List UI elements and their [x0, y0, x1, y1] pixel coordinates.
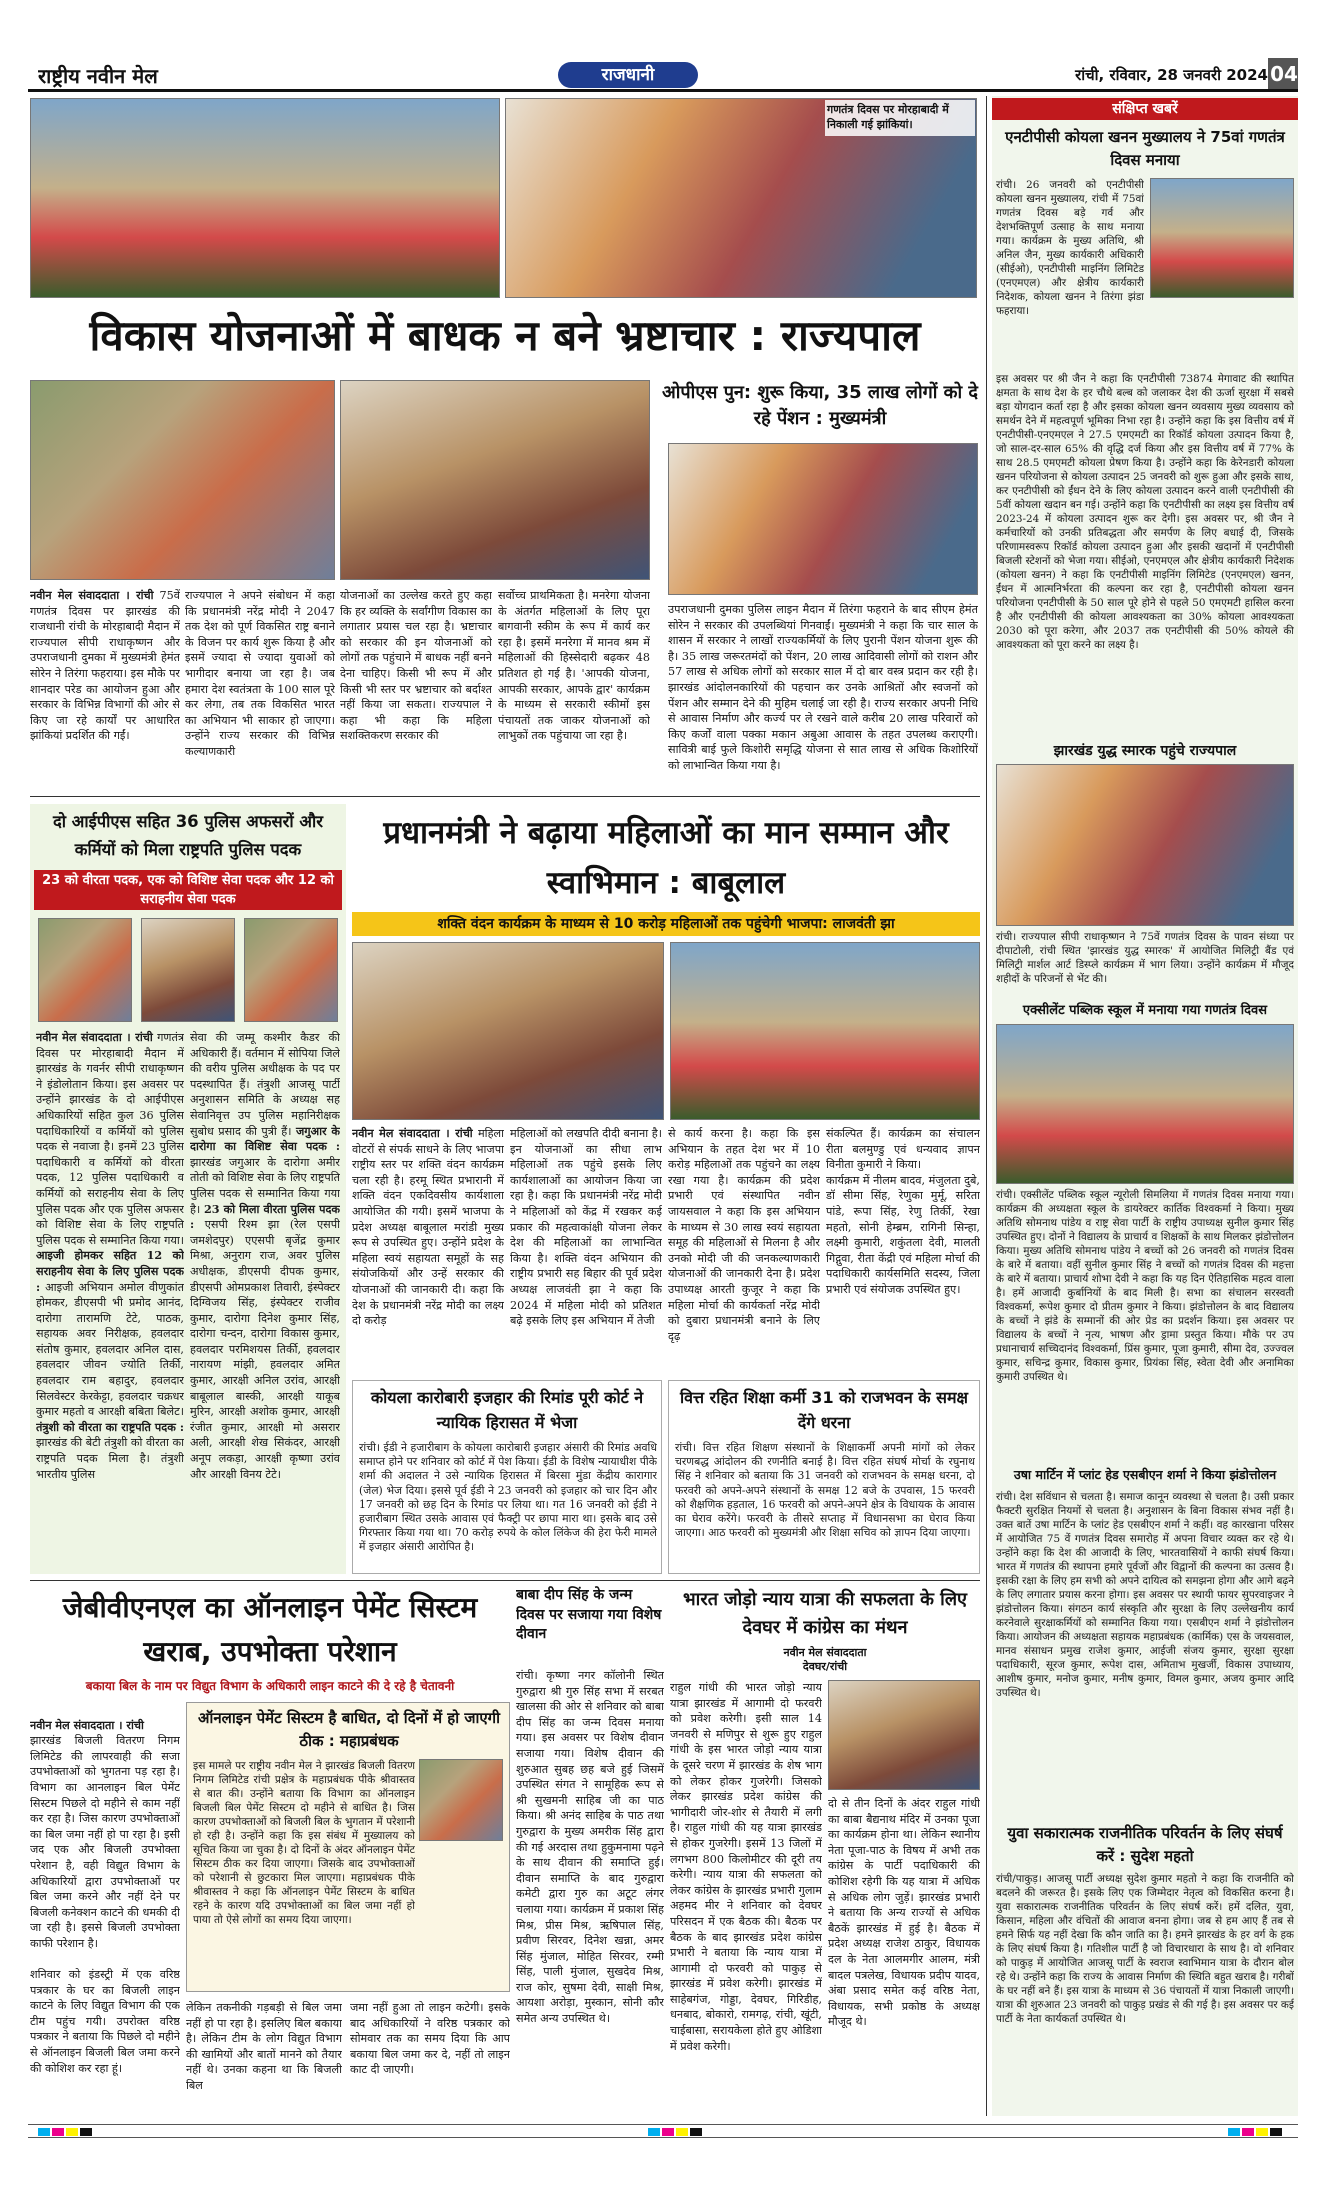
- jbvnl-headline: जेबीवीएनएल का ऑनलाइन पेमेंट सिस्टम खराब, उपभोक्ता परेशान: [62, 1591, 478, 1668]
- pm-col2: महिलाओं को लखपति दीदी बनाना है। इन योजनाओं का सीधा लाभ महिलाओं तक पहुंचे इसके लिए कार्यशालाओं का आयोजन किया जा रहा है। कहा कि प्रधानमंत्री नरेंद्र मोदी ने महिलाओं को केंद्र में रखकर कई प्रकार की महत्वाकांक्षी योजना लेकर देश की महिलाओं का लाभान्वित किया है। शक्ति वंदन अभियान की राष्ट्रीय प्रभारी सह बिहार की पूर्व प्रदेश अध्यक्ष लाजवंती झा ने कहा कि 2024 में महिला मोदी को प्रतिशत बढ़े इसके लिए इस अभियान में तेजी: [510, 1127, 662, 1328]
- usha-body: रांची। देश सविंधान से चलता है। समाज कानून व्यवस्था से चलता है। उसी प्रकार फैक्टरी सुरक्षित नियमों से चलता है। अनुशासन के बिना विकास संभव नहीं है। उक्त बातें उषा मार्टिन के प्लांट हेड एसबीएन शर्मा ने कहीं। वह कारखाना परिसर में आयोजित 75 वें गणतंत्र दिवस समारोह में अपना विचार व्यक्त कर रहे थे। उन्होंने कहा कि देश की आजादी के लिए, भारतवासियों ने काफी संघर्ष किया। भारत में गणतंत्र की स्थापना हमारे पूर्वजों और विद्वानों की कल्पना का उत्सव है। इसकी रक्षा के लिए हम सभी को अपने दायित्व को समझना होगा और आगे बढ़ने के लिए लगातार प्रयास करना होगा। इस अवसर पर स्थायी फायर सुपरवाइजर ने झंडोत्तोलन किया। संगठन कार्य संस्कृति और सुरक्षा के लिए उल्लेखनीय कार्य करनेवाले सुरक्षाकर्मियों को सम्मानित किया गया। एसबीएन शर्मा ने झंडोत्तोलन किया। आयोजन की अध्यक्षता सहायक महाप्रबंधक (कार्मिक) एस के जयसवाल, मानव संसाधन प्रमुख राजेश कुमार, आईजी संजय कुमार, सुरक्षा सुरक्षा पदाधिकारी, सूरज कुमार, रूपेश दास, अमिताभ मुखर्जी, विकास उपाध्याय, आशीष कुमार, मनोज कुमार, मनीष कुमार, विमल कुमार, अजय कुमार आदि उपस्थित थे।: [996, 1491, 1294, 1699]
- youth-headline: युवा सकारात्मक राजनीतिक परिवर्तन के लिए संघर्ष करें : सुदेश महतो: [1007, 1824, 1283, 1865]
- baba-headline: बाबा दीप सिंह के जन्म दिवस पर सजाया गया विशेष दीवान: [516, 1587, 662, 1642]
- teacher-body: रांची। वित्त रहित शिक्षण संस्थानों के शिक्षाकर्मी अपनी मांगों को लेकर चरणबद्ध आंदोलन की रणनीति बनाई है। वित्त रहित संघर्ष मोर्चा के रघुनाथ सिंह ने शनिवार को बताया कि 31 जनवरी को राजभवन के समक्ष धरना, दो फरवरी को अपने-अपने संस्थानों के समक्ष 12 बजे के उपवास, 15 फरवरी को शैक्षणिक हड़ताल, 16 फरवरी को अपने-अपने क्षेत्र के विधायक के आवास का घेराव करेंगे। फरवरी के तीसरे सप्ताह में विधानसभा का घेराव किया जाएगा। आठ फरवरी को मुख्यमंत्री और शिक्षा सचिव को ज्ञापन दिया जाएगा।: [675, 1441, 975, 1540]
- police-red-box: 23 को वीरता पदक, एक को विशिष्ट सेवा पदक और 12 को सराहनीय सेवा पदक: [34, 870, 342, 910]
- main-byline: नवीन मेल संवाददाता । रांची: [30, 588, 154, 602]
- ntpc-body2: इस अवसर पर श्री जैन ने कहा कि एनटीपीसी 73874 मेगावाट की स्थापित क्षमता के साथ देश के हर चौथे बल्ब को जलाकर देश की ऊर्जा सुरक्षा में सबसे बड़ा योगदान कर्ता रहा है और इसका कोयला खनन व्यवसाय मुख्य व्यवसाय को समर्थन देने में महत्वपूर्ण भूमिका निभा रहा है। उन्होंने कहा कि इस वित्तीय वर्ष में एनटीपीसी-एनएमएल ने 27.5 एमएमटी का रिकॉर्ड कोयला उत्पादन किया है, जो साल-दर-साल 65% की वृद्धि दर्ज किया और इस वित्तीय वर्ष में 77% के साथ 28.5 एमएमटी कोयला प्रेषण किया है। उन्होंने कहा कि केरेनडारी कोयला खनन परियोजना से कोयला उत्पादन 25 जनवरी को शुरू हुआ और इसके साथ, कर एनटीपीसी को ईंधन देने के लिए कोयला उत्पादन करने वाली एनटीपीसी की 5वीं कोयला खदान बन गई। उन्होंने कहा कि एनटीपीसी का लक्ष्य इस वित्तीय वर्ष 2023-24 में कोयला उत्पादन शुरू कर देगी। इस अवसर पर, श्री जैन ने कर्मचारियों को उनकी प्रतिबद्धता और समर्पण के लिए बधाई दी, जिसके परिणामस्वरूप रिकॉर्ड कोयला उत्पादन हुआ और इसकी खदानों में एनटीपीसी बिजली स्टेशनों को भेजा गया। सीईओ, एनएमएल और क्षेत्रीय कार्यकारी निदेशक (कोयला खनन) ने कहा कि एनटीपीसी माइनिंग लिमिटेड (एनएमएल) खनन, ईंधन में आत्मनिर्भरता की कल्पना कर रहा है, एनटीपीसी कोयला खनन परियोजना एनटीपीसी के 50 साल पूरे होने से पहले 50 एमएमटी हासिल करना है और एनटीपीसी की कोयला आवश्यकता का 30% कोयला आवश्यकता 2030 को पूरा करेगा, और 2037 तक एनटीपीसी की 50% कोयले की आवश्यकता को पूरा करने का लक्ष्य है।: [996, 373, 1294, 651]
- bharat-col1: राहुल गांधी की भारत जोड़ो न्याय यात्रा झारखंड में आगामी दो फरवरी को प्रवेश करेगी। इसी साल 14 जनवरी से मणिपुर से शुरू हुए राहुल गांधी के इस भारत जोड़ो न्याय यात्रा के दूसरे चरण में झारखंड के शेष भाग को लेकर होकर गुजरेगी। जिसको लेकर झारखंड प्रदेश कांग्रेस की भागीदारी जोर-शोर से तैयारी में लगी है। राहुल गांधी की यह यात्रा झारखंड से होकर गुजरेगी। इसमें 13 जिलों में लगभग 800 किलोमीटर की दूरी तय करेगी। न्याय यात्रा की सफलता को लेकर कांग्रेस के झारखंड प्रभारी गुलाम अहमद मीर ने शनिवार को देवघर परिसदन में एक बैठक की। बैठक पर बैठक के बाद झारखंड प्रदेश कांग्रेस प्रभारी ने बताया कि न्याय यात्रा में आगामी दो फरवरी को पाकुड़ से झारखंड में प्रवेश करेगी। झारखंड में साहेबगंज, गोड्डा, देवघर, गिरिडीह, धनबाद, बोकारो, रामगढ़, रांची, खूंटी, चाईबासा, सरायकेला होते हुए ओडिशा में प्रवेश करेगी।: [670, 1681, 822, 2053]
- pm-col1-text: महिला वोटरों से संपर्क साधने के लिए भाजपा राष्ट्रीय स्तर पर शक्ति वंदन कार्यक्रम चला रही है। हरमू स्थित प्रभारानी में शक्ति वंदन एकदिवसीय कार्यशाला आयोजित की गयी। इसमें भाजपा के प्रदेश अध्यक्ष बाबूलाल मरांडी मुख्य रूप से उपस्थित हुए। उन्होंने प्रदेश के महिला स्वयं सहायता समूहों के सह संयोजकियों और उन्हें सरकार की योजनाओं की जानकारी दी। कहा कि देश के प्रधानमंत्री नरेंद्र मोदी का लक्ष्य दो करोड़: [352, 1127, 504, 1328]
- pm-photo-1: [352, 942, 664, 1120]
- coal-court-section: [352, 1380, 662, 1574]
- jbvnl-col1-text: झारखंड बिजली वितरण निगम लिमिटेड की लापरवाही की सजा उपभोक्ताओं को भुगतना पड़ रहा है। विभाग का आनलाइन बिल पेमेंट सिस्टम पिछले दो महीने से काम नहीं कर रहा है। जिस कारण उपभोक्ताओं का बिल जमा नहीं हो पा रहा है। इसी जद एक और बिजली उपभोक्ता परेशान है, वही विद्युत विभाग के अधिकारियों द्वारा उपभोक्ताओं पर बिल जमा करने और नहीं देने पर बिजली कनेक्शन काटने की धमकी दी जा रही है। इससे बिजली उपभोक्ता काफी परेशान है। शनिवार को इंडस्ट्री में एक वरिष्ठ पत्रकार के घर का बिजली लाइन काटने के लिए विद्युत विभाग की एक टीम पहुंच गयी। उपरोक्त वरिष्ठ पत्रकार ने बताया कि पिछले दो महीने से ऑनलाइन बिजली बिल जमा करने की कोशिश कर रहा हूं।: [30, 1734, 180, 2075]
- jbvnl-sub: बकाया बिल के नाम पर विद्युत विभाग के अधिकारी लाइन काटने की दे रहे है चेतावनी: [85, 1679, 455, 1693]
- baba-deep-section: [516, 1586, 664, 2116]
- jbvnl-box-body: इस मामले पर राष्ट्रीय नवीन मेल ने झारखंड बिजली वितरण निगम लिमिटेड रांची प्रक्षेत्र के महाप्रबंधक पीके श्रीवास्तव से बात की। उन्होंने बताया कि विभाग का ऑनलाइन बिजली बिल पेमेंट सिस्टम दो महीने से बाधित है। जिस कारण उपभोक्ताओं को बिजली बिल के भुगतान में परेशानी हो रही है। उन्होंने कहा कि इस संबंध में मुख्यालय को सूचित किया जा चुका है। दो दिनों के अंदर ऑनलाइन पेमेंट सिस्टम ठीक कर दिया जाएगा। जिसके बाद उपभोक्ताओं को परेशानी से छुटकारा मिल जाएगा। महाप्रबंधक पीके श्रीवास्तव ने कहा कि ऑनलाइन पेमेंट सिस्टम के बाधित रहने के कारण यदि उपभोक्ताओं का बिल जमा नहीं हो पाया तो ऐसे लोगों का समय दिया जाएगा।: [193, 1760, 415, 1926]
- usha-headline: उषा मार्टिन में प्लांट हेड एसबीएन शर्मा ने किया झंडोत्तोलन: [1013, 1467, 1277, 1482]
- top-photo-left: [30, 98, 500, 298]
- war-body: रांची। राज्यपाल सीपी राधाकृष्णन ने 75वें गणतंत्र दिवस के पावन संध्या पर दीपाटोली, रांची स्थित 'झारखंड युद्ध स्मारक' में आयोजित मिलिट्री बैंड एवं मिलिट्री मार्शल आर्ट डिस्प्ले कार्यक्रम में भाग लिया। उन्होंने कार्यक्रम में मौजूद शहीदों के परिजनों से भेंट की।: [996, 931, 1294, 985]
- ntpc-photo: [1150, 178, 1294, 298]
- bharat-col2: दो से तीन दिनों के अंदर राहुल गांधी का बाबा बैद्यनाथ मंदिर में उनका पूजा का कार्यक्रम होना था। लेकिन स्थानीय नेता पूजा-पाठ के विषय में अभी तक कांग्रेस के पार्टी पदाधिकारी की कोशिश रहेगी कि यह यात्रा में अधिक से अधिक लोग जुड़ें। झारखंड प्रभारी ने बताया कि अन्य राज्यों से अधिक बैठकें झारखंड में हुई है। बैठक में प्रदेश अध्यक्ष राजेश ठाकुर, विधायक दल के नेता आलमगीर आलम, मंत्री बादल पत्रलेख, विधायक प्रदीप यादव, अंबा प्रसाद समेत कई वरिष्ठ नेता, विधायक, सभी प्रकोष्ठ के अध्यक्ष मौजूद थे।: [828, 1797, 980, 2029]
- bharat-photo: [828, 1680, 980, 1790]
- pm-photo-2: [670, 942, 980, 1120]
- baba-body: रांची। कृष्णा नगर कॉलोनी स्थित गुरुद्वारा श्री गुरु सिंह सभा में सरबत खालसा की ओर से शनिवार को बाबा दीप सिंह का जन्म दिवस मनाया गया। इस अवसर पर विशेष दीवान सजाया गया। विशेष दीवान की शुरुआत सुबह छह बजे हुई जिसमें उपस्थित संगत ने सामूहिक रूप से श्री सुखमनी साहिब जी का पाठ किया। श्री अनंद साहिब के पाठ तथा गुरुद्वारा के मुख्य अमरीक सिंह द्वारा की गई अरदास तथा हुकुमनामा पढ़ने के साथ दीवान की समाप्ति हुई। दीवान समाप्ति के बाद गुरुद्वारा कमेटी द्वारा गुरु का अटूट लंगर चलाया गया। कार्यक्रम में प्रकाश सिंह मिश्र, प्रीस मिश्र, ऋषिपाल सिंह, प्रवीण सिरवर, दिनेश खन्ना, अमर सिंह मुंजाल, मोहित सिरवर, रम्मी सिंह, पाली मुंजाल, सुखदेव मिश्र, राज कोर, सुषमा देवी, साक्षी मिश्र, आयशा अरोड़ा, मुस्कान, सोनी कौर समेत अन्य उपस्थित थे।: [516, 1669, 664, 2026]
- police-col2: [190, 1030, 340, 1570]
- police-col2-text: सेवा की जम्मू कश्मीर कैडर की अधिकारी हैं। वर्तमान में सोपिया जिले की वरीय पुलिस अधीक्षक के पद पर पदस्थापित हैं। तंत्रुशी आजसू पार्टी अनुशासन समिति के अध्यक्ष सह सेवानिवृत्त उप पुलिस महानिरीक्षक सुबोध प्रसाद की पुत्री हैं।: [190, 1031, 340, 1138]
- ops-photo: [668, 443, 978, 595]
- top-photo-caption: गणतंत्र दिवस पर मोरहाबादी में निकाली गई झांकियां।: [825, 100, 975, 136]
- gm-photo: [419, 1759, 503, 1841]
- officer-photo-1: [38, 918, 132, 1022]
- police-sub1: आइजी होमकर सहित 12 को सराहनीय सेवा के लिए पुलिस पदक :: [36, 1248, 184, 1294]
- officer-photo-3: [244, 918, 338, 1022]
- police-byline: नवीन मेल संवाददाता । रांची: [36, 1030, 153, 1044]
- section-label: राजधानी: [558, 62, 698, 88]
- officer-photo-2: [141, 918, 235, 1022]
- police-col2c-text: एसपी रिश्म झा (रेल एसपी जमशेदपुर) एएसपी बृजेंद्र कुमार मिश्रा, अनुराग राज, अवर पुलिस अधीक्षक, डीएसपी दीपक कुमार, डीएसपी ओमप्रकाश तिवारी, इंस्पेक्टर दिग्विजय सिंह, इंस्पेक्टर राजीव कुमार, दारोगा दिनेश कुमार सिंह, दारोगा चन्दन, दारोगा विकास कुमार, हवलदार परमिशयस तिर्की, हवलदार नारायण मांझी, हवलदार अमित कुमार, आरक्षी अनिल उरांव, आरक्षी बाबूलाल बास्की, आरक्षी याकूब मुरिन, आरक्षी अशोक कुमार, आरक्षी रंजीत कुमार, आरक्षी मो असरार अली, आरक्षी शेख सिकंदर, आरक्षी अनूप लकड़ा, आरक्षी कृष्णा उरांव और आरक्षी विनय टेटे।: [190, 1218, 340, 1481]
- bharat-byline: नवीन मेल संवाददाता: [783, 1646, 867, 1659]
- main-headline: विकास योजनाओं में बाधक न बने भ्रष्टाचार : राज्यपाल: [89, 311, 921, 360]
- police-col1: [36, 1030, 184, 1570]
- youth-body: रांची/पाकुड़। आजसू पार्टी अध्यक्ष सुदेश कुमार महतो ने कहा कि राजनीति को बदलने की जरूरत है। इसके लिए एक जिम्मेदार नेतृत्व को विकसित करना है। युवा सकारात्मक राजनीतिक परिवर्तन के लिए संघर्ष करें। हमें दलित, युवा, किसान, महिला और वंचितों की आवाज बनना होगा। जब से हम आए हैं तब से हमने सिर्फ यह नहीं देखा कि कौन जाति का है। हमने झारखंड के हर वर्ग के हक के लिए संघर्ष किया है। गतिशील पार्टी है जो विचारधारा के साथ है। वो शनिवार को पाकुड़ में आयोजित आजसू पार्टी के स्वराज स्वाभिमान यात्रा के दौरान बोल रहे थे। उन्होंने कहा कि राज्य के आवास निर्माण की स्थिति बहुत खराब है। गरीबों के घर नहीं बने हैं। इस यात्रा के माध्यम से 36 पंचायतों में यात्रा निकाली जाएगी। यात्रा की शुरुआत 23 जनवरी को पाकुड़ प्रखंड से की गई है। इस अवसर पर कई पार्टी के नेता कार्यकर्ता उपस्थित थे।: [996, 1873, 1294, 2025]
- pm-col4: संकल्पित हैं। कार्यक्रम का संचालन रीता बलमुण्डु एवं धन्यवाद ज्ञापन विनीता कुमारी ने किया। कार्यक्रम में नीलम बादव, मंजुलता दुबे, डॉ सीमा सिंह, रेणुका मुर्मू, सरिता पांडे, रूपा सिंह, रेणु तिर्की, रेखा महतो, सोनी हेम्ब्रम, रागिनी सिन्हा, लक्ष्मी कुमारी, शकुंतला देवी, मालती गिद्गुवा, रीता केंद्री एवं महिला मोर्चा की पदाधिकारी कार्यसमिति सदस्य, जिला प्रभारी एवं संयोजक उपस्थित हुए।: [826, 1127, 980, 1296]
- jbvnl-box-headline: ऑनलाइन पेमेंट सिस्टम है बाधित, दो दिनों में हो जाएगी ठीक : महाप्रबंधक: [198, 1709, 500, 1750]
- page-number: 04: [1268, 58, 1298, 90]
- coal-body: रांची। ईडी ने हजारीबाग के कोयला कारोबारी इजहार अंसारी की रिमांड अवधि समाप्त होने पर शनिवार को कोर्ट में पेश किया। ईडी के विशेष न्यायाधीश पीके शर्मा की अदालत ने उसे न्यायिक हिरासत में बिरसा मुंडा केंद्रीय कारागार (जेल) भेज दिया। इससे पूर्व ईडी ने 23 जनवरी को इजहार को चार दिन और 17 जनवरी को छह दिन के रिमांड पर लिया था। गत 16 जनवरी को ईडी ने हजारीबाग स्थित उसके आवास एवं फैक्ट्री पर छापा मारा था। इसके बाद उसे गिरफ्तार किया गया था। 70 करोड़ रुपये के कोल लिंकेज की हेरा फेरी मामले में इजहार अंसारी आरोपित है।: [359, 1441, 657, 1554]
- ops-body: उपराजधानी दुमका पुलिस लाइन मैदान में तिरंगा फहराने के बाद सीएम हेमंत सोरेन ने सरकार की उपलब्धियां गिनवाईं। मुख्यमंत्री ने कहा कि चार साल के शासन में सरकार ने लाखों राज्यकर्मियों के लिए पुरानी पेंशन योजना शुरू की है। 35 लाख जरूरतमंदों को पेंशन, 20 लाख आदिवासी लोगों को राशन और 57 लाख से अधिक लोगों को सरकार साल में दो बार वस्त्र प्रदान कर रही है। झारखंड आंदोलनकारियों की पहचान कर उनके आश्रितों और स्वजनों को पेंशन और सम्मान देने की मुहिम चलाई जा रही है। राज्य सरकार अपनी निधि से आवास निर्माण और कर्ज्य पर ले रखने वाले करीब 20 लाख परिवारों को किए कर्जों वाला पक्का मकान अबुआ आवास के तहत उपलब्ध कराएगी। सावित्री बाई फुले किशोरी समृद्धि योजना से सात लाख से अधिक किशोरियों को लाभान्वित किया गया है।: [668, 603, 978, 772]
- masthead: [28, 58, 1298, 92]
- teacher-section: [668, 1380, 980, 1574]
- police-col1b-text: आइजी अभियान अमोल वीणुकांत होमकर, डीएसपी भी प्रमोद आनंद, दारोगा तारामणि टेटे, पाठक, सहायक अवर निरीक्षक, हवलदार संतोष कुमार, हवलदार अनिल दास, हवलदार जीवन ज्योति तिर्की, हवलदार राम बहादुर, हवलदार सिलवेस्टर केरकेट्टा, हवलदार चक्रधर कुमार महतो व आरक्षी बबिता बिलेट।: [36, 1280, 184, 1419]
- jbvnl-byline: नवीन मेल संवाददाता । रांची: [30, 1717, 144, 1732]
- bharat-headline: भारत जोड़ो न्याय यात्रा की सफलता के लिए देवघर में कांग्रेस का मंथन: [683, 1589, 967, 1638]
- war-headline: झारखंड युद्ध स्मारक पहुंचे राज्यपाल: [1053, 743, 1237, 759]
- main-story-col2: राज्यपाल ने अपने संबोधन में कहा कि प्रधानमंत्री नरेंद्र मोदी ने 2047 तक देश को पूर्ण विकसित राष्ट्र बनाने के विजन पर कार्य शुरू किया है और इसमें ज्यादा से ज्यादा युवाओं को भागीदार बनाया जा रहा है। जब हमारा देश स्वतंत्रता के 100 साल पूरे कर लेगा, तब तक विकसित भारत का अभियान भी साकार हो जाएगा। उन्होंने राज्य सरकार की विभिन्न कल्याणकारी: [185, 589, 335, 758]
- police-sub4: 23 को मिला वीरता पुलिस पदक :: [190, 1201, 340, 1232]
- jbvnl-gm-box: [186, 1702, 510, 1992]
- police-col1-text: गणतंत्र दिवस पर मोरहाबादी मैदान में झारखंड के गवर्नर सीपी राधाकृष्णन ने इंडोलोतान किया। इस अवसर पर उन्होंने झारखंड के दो आईपीएस अधिकारियों सहित कुल 36 पुलिस पदाधिकारियों व कर्मियों को पुलिस पदक से नवाजा है। इनमें 23 पुलिस पदाधिकारी व कर्मियों को वीरता पदक, 12 पुलिस पदाधिकारी व कर्मियों को सराहनीय सेवा के लिए पुलिस पदक और एक पुलिस अफसर को विशिष्ट सेवा के लिए राष्ट्रपति पुलिस पदक से सम्मानित किया गया।: [36, 1031, 184, 1247]
- main-photo-2: [340, 380, 650, 580]
- pm-yellow-sub: शक्ति वंदन कार्यक्रम के माध्यम से 10 करोड़ महिलाओं तक पहुंचेगी भाजपा: लाजवंती झा: [352, 912, 980, 936]
- ntpc-headline: एनटीपीसी कोयला खनन मुख्यालय ने 75वां गणतंत्र दिवस मनाया: [1005, 128, 1285, 169]
- brief-header: संक्षिप्त खबरें: [992, 98, 1298, 120]
- bharat-byline-block: [670, 1646, 980, 1676]
- police-medal-section: [30, 804, 346, 1574]
- pm-col1: [352, 1126, 504, 1376]
- main-col1-text: 75वें गणतंत्र दिवस पर झारखंड की राजधानी रांची के मोरहाबादी मैदान में राज्यपाल सीपी राधाकृष्णन और उपराजधानी दुमका में मुख्यमंत्री हेमंत सोरेन ने तिरंगा फहराया। इस मौके पर शानदार परेड का आयोजन हुआ और सरकार के विभिन्न विभागों की ओर से किए जा रहे कार्यों पर आधारित झांकियां प्रदर्शित की गईं।: [30, 589, 180, 743]
- brief-column: [992, 96, 1298, 2116]
- ntpc-body1: रांची। 26 जनवरी को एनटीपीसी कोयला खनन मुख्यालय, रांची में 75वां गणतंत्र दिवस बड़े गर्व और देशभक्तिपूर्ण उत्साह के साथ मनाया गया। कार्यक्रम के मुख्य अतिथि, श्री अनिल जैन, मुख्य कार्यकारी अधिकारी (सीईओ), एनटीपीसी माइनिंग लिमिटेड (एनएमएल) और क्षेत्रीय कार्यकारी निदेशक, कोयला खनन ने तिरंगा झंडा फहराया।: [996, 179, 1144, 317]
- jbvnl-col2: लेकिन तकनीकी गड़बड़ी से बिल जमा नहीं हो पा रहा है। इसलिए बिल बकाया है। लेकिन टीम के लोग विद्युत विभाग की खामियों और बातों मानने को तैयार नहीं थे। उनका कहना था कि बिजली बिल: [186, 2001, 342, 2092]
- coal-headline: कोयला कारोबारी इजहार की रिमांड पूरी कोर्ट ने न्यायिक हिरासत में भेजा: [370, 1388, 644, 1432]
- main-story-col3: योजनाओं का उल्लेख करते हुए कहा कि हर व्यक्ति के सर्वांगीण विकास का लगातार प्रयास चल रहा है। भ्रष्टाचार को सरकार की इन योजनाओं को लोगों तक पहुंचाने में बाधक नहीं बनने देना चाहिए। किसी भी रूप में और किसी भी स्तर पर भ्रष्टाचार को बर्दाश्त नहीं किया जा सकता। राज्यपाल ने कहा भी कहा कि महिला सशक्तिकरण सरकार की: [340, 589, 492, 743]
- jbvnl-col1: [30, 1702, 180, 2116]
- school-body: रांची। एक्सीलेंट पब्लिक स्कूल न्यूरोली सिमलिया में गणतंत्र दिवस मनाया गया। कार्यक्रम की अध्यक्षता स्कूल के डायरेक्टर कार्तिक विश्वकर्मा ने किया। मुख्य अतिथि सोमनाथ पांडेय व राष्ट्र सेवा पार्टी के राष्ट्रीय उपाध्यक्ष सुनील कुमार सिंह उपस्थित हुए। दोनों ने विद्यालय के प्राचार्य व शिक्षकों के साथ मिलकर झंडोत्तोलन किया। मुख्य अतिथि सोमनाथ पांडेय ने बच्चों को 26 जनवरी को गणतंत्र दिवस के बारे में बताया। वहीं सुनील कुमार सिंह ने बच्चों को गणतंत्र दिवस की महत्ता के बारे में बताया। प्राचार्य शोभा देवी ने कहा कि यह दिन ऐतिहासिक महत्व वाला है। हमें आजादी कुर्बानियों के बाद मिली है। सभा का संचालन सरस्वती विश्वकर्मा, रूपेश कुमार दो प्रीतम कुमार ने किया। झंडोत्तोलन के बाद विद्यालय के बच्चों ने झंडे के सम्मानों की ओर प्रेड का प्रदर्शन किया। इस अवसर पर विद्यालय के बच्चों ने नृत्य, भाषण और ड्रामा प्रस्तुत किया। मौके पर उप प्रधानाचार्य सच्चिदानंद विश्वकर्मा, प्रिंस कुमार, पूजा कुमारी, सीमा देव, उज्ज्वल कुमार, सचिन्द्र कुमार, विकास कुमार, प्रियंका सिंह, स्वेता देवी और अनामिका कुमारी उपस्थित थे।: [996, 1189, 1294, 1383]
- police-headline: दो आईपीएस सहित 36 पुलिस अफसरों और कर्मियों को मिला राष्ट्रपति पुलिस पदक: [52, 812, 324, 859]
- pm-byline: नवीन मेल संवाददाता । रांची: [352, 1126, 473, 1140]
- pm-col3: से कार्य करना है। कहा कि इस अभियान के तहत देश भर में 10 करोड़ महिलाओं तक पहुंचने का लक्ष्य रखा गया है। कार्यक्रम की प्रदेश प्रभारी एवं संस्थापित नवीन जायसवाल ने कहा कि इस अभियान के माध्यम से 30 लाख स्वयं सहायता समूह की महिलाओं से मिलना है और उनको मोदी जी की जनकल्याणकारी योजनाओं की जानकारी देना है। प्रदेश उपाध्यक्ष आरती कुजूर ने कहा कि महिला मोर्चा की कार्यकर्ता नरेंद्र मोदी को दुबारा प्रधानमंत्री बनाने के लिए दृढ़: [668, 1127, 820, 1343]
- jbvnl-col3: जमा नहीं हुआ तो लाइन कटेगी। इसके बाद अधिकारियों ने वरिष्ठ पत्रकार को सोमवार तक का समय दिया कि आप बकाया बिल जमा कर दे, नहीं तो लाइन काट दी जाएगी।: [350, 2001, 510, 2077]
- police-sub2: तंत्रुशी को वीरता का राष्ट्रपति पदक :: [36, 1419, 184, 1434]
- ops-headline: ओपीएस पुन: शुरू किया, 35 लाख लोगों को दे रहे पेंशन : मुख्यमंत्री: [662, 382, 978, 429]
- police-col1c-text: झारखंड की बेटी तंत्रुशी को वीरता का राष्ट्रपति पदक मिला है। तंत्रुशी भारतीय पुलिस: [36, 1436, 184, 1481]
- police-sub3: जगुआर के दारोगा का विशिष्ट सेवा पदक :: [190, 1123, 340, 1154]
- paper-name: राष्ट्रीय नवीन मेल: [38, 64, 158, 88]
- main-story-col1: [30, 588, 180, 788]
- bharat-place: देवघर/रांची: [802, 1660, 848, 1673]
- police-col2b-text: झारखंड जगुआर के दारोगा अमीर तोती को विशिष्ट सेवा के लिए राष्ट्रपति पुलिस पदक से सम्मानित किया गया है।: [190, 1155, 340, 1216]
- date-line: रांची, रविवार, 28 जनवरी 2024: [1075, 66, 1268, 84]
- pm-headline: प्रधानमंत्री ने बढ़ाया महिलाओं का मान सम्मान और स्वाभिमान : बाबूलाल: [383, 815, 949, 901]
- teacher-headline: वित्त रहित शिक्षा कर्मी 31 को राजभवन के समक्ष देंगे धरना: [679, 1388, 969, 1432]
- school-photo: [996, 1024, 1294, 1184]
- main-story-col4: सर्वोच्च प्राथमिकता है। मनरेगा योजना के अंतर्गत महिलाओं के लिए पूरा बागवानी स्कीम के रूप में कार्य कर रहा है। इसमें मनरेगा में मानव श्रम में महिलाओं की हिस्सेदारी बढ़कर 48 प्रतिशत हो गई है। 'आपकी योजना, आपकी सरकार, आपके द्वार' कार्यक्रम के माध्यम से सरकारी स्कीमों इस पंचायतों तक जाकर योजनाओं को लाभुकों तक पहुंचाया जा रहा है।: [498, 589, 650, 743]
- main-photo-1: [30, 380, 335, 580]
- bottom-registration-bar: [28, 2124, 1298, 2138]
- school-headline: एक्सीलेंट पब्लिक स्कूल में मनाया गया गणतंत्र दिवस: [1022, 1003, 1268, 1018]
- war-photo: [996, 764, 1294, 926]
